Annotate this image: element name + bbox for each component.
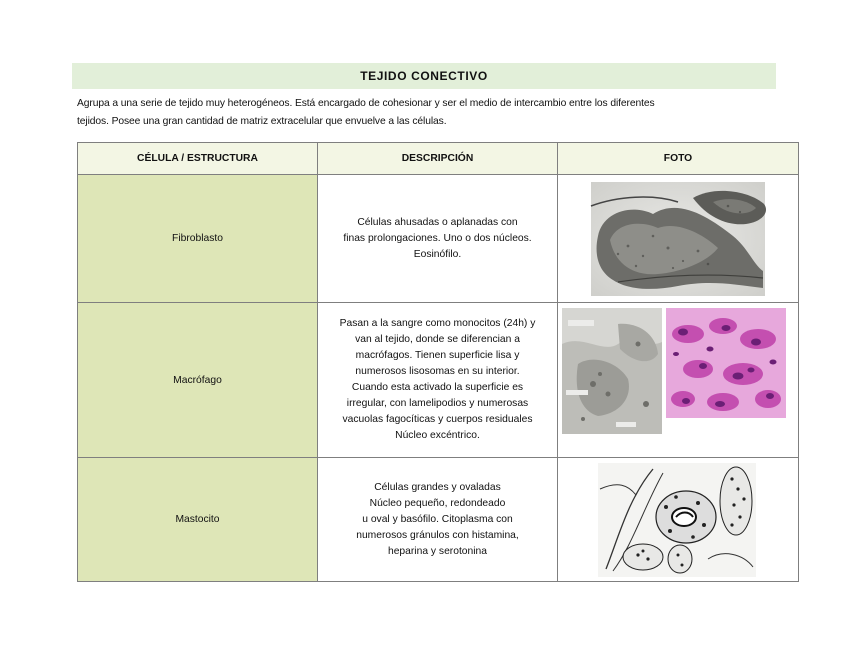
connective-tissue-table: [77, 142, 799, 582]
document-title: [72, 63, 776, 89]
table-row: [78, 303, 799, 458]
table-row: [78, 458, 799, 582]
header-cell-description: DESCRIPCIÓN: [318, 143, 558, 175]
intro-paragraph: [77, 95, 767, 130]
cell-photo-fibroblast: [558, 175, 799, 303]
cell-name-mast-cell: Mastocito: [78, 458, 318, 582]
document-title-text: TEJIDO CONECTIVO: [360, 69, 488, 83]
cell-description-macrophage: Pasan a la sangre como monocitos (24h) y van al tejido, donde se diferencian a macrófagos. Tienen superficie lisa y numerosos lisosomas en su interior. Cuando esta activado la superficie es irregular, con lamelipodios y numerosas vacuolas fagocíticas y cuerpos residuales Núcleo excéntrico.: [318, 303, 558, 458]
header-cell-photo: FOTO: [558, 143, 799, 175]
cell-photo-mast-cell: [558, 458, 799, 582]
mast-cell-illustration-image: [558, 459, 798, 581]
header-cell-structure: CÉLULA / ESTRUCTURA: [78, 143, 318, 175]
cell-name-macrophage: Macrófago: [78, 303, 318, 458]
cell-description-mast-cell: Células grandes y ovaladas Núcleo pequeño, redondeado u oval y basófilo. Citoplasma con numerosos gránulos con histamina, heparina y serotonina: [318, 458, 558, 582]
fibroblast-micrograph-image: [558, 176, 798, 302]
table-row: [78, 175, 799, 303]
cell-name-fibroblast: Fibroblasto: [78, 175, 318, 303]
cell-description-fibroblast: Células ahusadas o aplanadas con finas prolongaciones. Uno o dos núcleos. Eosinófilo.: [318, 175, 558, 303]
macrophage-micrograph-images: [558, 304, 798, 457]
table-header-row: [78, 143, 799, 175]
cell-photo-macrophage: [558, 303, 799, 458]
intro-line-1: Agrupa a una serie de tejido muy heterogéneos. Está encargado de cohesionar y ser el medio de intercambio entre los diferentes: [77, 98, 655, 109]
intro-line-2: tejidos. Posee una gran cantidad de matriz extracelular que envuelve a las células.: [77, 115, 447, 127]
